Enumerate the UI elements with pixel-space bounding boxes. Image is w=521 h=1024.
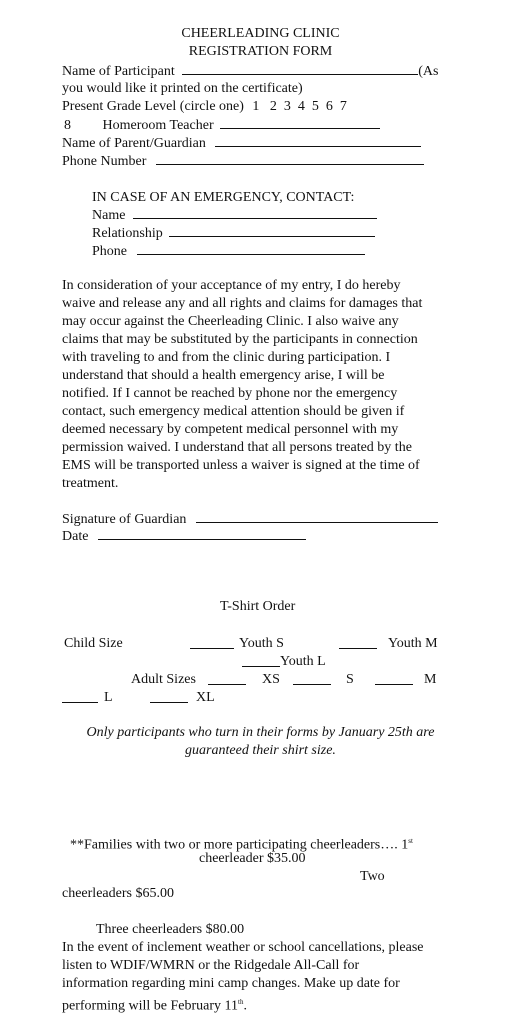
waiver-line: treatment. bbox=[62, 476, 119, 491]
l-label: L bbox=[104, 690, 113, 705]
participant-name-field[interactable] bbox=[182, 62, 418, 75]
tshirt-heading: T-Shirt Order bbox=[220, 599, 296, 614]
waiver-line: In consideration of your acceptance of my entry, I do hereby bbox=[62, 278, 401, 293]
emergency-phone-field[interactable] bbox=[137, 242, 365, 255]
weather-line: In the event of inclement weather or school cancellations, please bbox=[62, 940, 424, 955]
weather-line-text: performing will be February 11 bbox=[62, 998, 238, 1014]
emergency-name-label: Name bbox=[92, 208, 126, 223]
emergency-name-field[interactable] bbox=[133, 206, 377, 219]
m-label: M bbox=[424, 672, 437, 687]
youth-l-label: Youth L bbox=[280, 654, 326, 669]
date-field[interactable] bbox=[98, 527, 306, 540]
phone-field[interactable] bbox=[156, 152, 424, 165]
grade-options[interactable]: 1 2 3 4 5 6 7 bbox=[252, 99, 347, 114]
emergency-phone-row bbox=[92, 242, 365, 261]
emergency-relationship-field[interactable] bbox=[169, 224, 375, 237]
emergency-relationship-row bbox=[92, 224, 375, 243]
adult-sizes-label: Adult Sizes bbox=[131, 672, 196, 687]
emergency-phone-label: Phone bbox=[92, 244, 127, 259]
grade-row bbox=[62, 98, 347, 116]
xl-field[interactable] bbox=[150, 690, 188, 703]
weather-line: listen to WDIF/WMRN or the Ridgedale All-Call for bbox=[62, 958, 360, 973]
weather-line-last bbox=[62, 993, 424, 1016]
youth-s-label: Youth S bbox=[239, 636, 284, 651]
parent-label: Name of Parent/Guardian bbox=[62, 136, 206, 151]
emergency-name-row bbox=[92, 206, 377, 225]
xl-label: XL bbox=[196, 690, 215, 705]
youth-m-label: Youth M bbox=[388, 636, 438, 651]
homeroom-label: Homeroom Teacher bbox=[102, 118, 214, 133]
homeroom-field[interactable] bbox=[220, 116, 380, 129]
participant-name-row bbox=[62, 62, 438, 81]
form-title: CHEERLEADING CLINIC bbox=[181, 26, 340, 41]
waiver-line: contact, such emergency medical attention should be given if bbox=[62, 404, 405, 419]
two-label: Two bbox=[360, 869, 385, 884]
date-row bbox=[62, 527, 306, 546]
participant-name-note-cont: you would like it printed on the certificate) bbox=[62, 81, 303, 96]
form-subtitle: REGISTRATION FORM bbox=[188, 44, 333, 59]
emergency-heading: IN CASE OF AN EMERGENCY, CONTACT: bbox=[92, 190, 355, 205]
shirt-deadline-note-2: guaranteed their shirt size. bbox=[185, 743, 336, 758]
xs-label: XS bbox=[262, 672, 280, 687]
guardian-signature-label: Signature of Guardian bbox=[62, 512, 187, 527]
m-field[interactable] bbox=[375, 672, 413, 685]
phone-row bbox=[62, 152, 424, 171]
two-cheerleaders-price: cheerleaders $65.00 bbox=[62, 886, 174, 901]
parent-field[interactable] bbox=[215, 134, 421, 147]
waiver-line: claims that may be substituted by the participants in connection bbox=[62, 332, 418, 347]
guardian-signature-field[interactable] bbox=[196, 510, 438, 523]
weather-line: information regarding mini camp changes. Make up date for bbox=[62, 976, 400, 991]
participant-name-label: Name of Participant bbox=[62, 64, 175, 79]
xs-field[interactable] bbox=[208, 672, 246, 685]
waiver-line: EMS will be transported unless a waiver is signed at the time of bbox=[62, 458, 420, 473]
s-field[interactable] bbox=[293, 672, 331, 685]
child-size-label: Child Size bbox=[64, 636, 123, 651]
waiver-line: with traveling to and from the clinic during participation. I bbox=[62, 350, 391, 365]
weather-notice bbox=[62, 939, 424, 1016]
waiver-paragraph bbox=[62, 277, 422, 493]
date-label: Date bbox=[62, 529, 89, 544]
waiver-line: understand that should a health emergency arise, I will be bbox=[62, 368, 385, 383]
parent-row bbox=[62, 134, 421, 153]
youth-l-field[interactable] bbox=[242, 654, 280, 667]
families-pricing-text: **Families with two or more participating cheerleaders…. 1 bbox=[70, 837, 409, 853]
weather-line-sup: th bbox=[238, 998, 244, 1006]
participant-name-note: (As bbox=[418, 64, 439, 79]
waiver-line: may occur against the Cheerleading Clinic. I also waive any bbox=[62, 314, 399, 329]
waiver-line: notified. If I cannot be reached by phone nor the emergency bbox=[62, 386, 398, 401]
grade-row-2 bbox=[64, 116, 380, 135]
waiver-line: waive and release any and all rights and claims for damages that bbox=[62, 296, 423, 311]
s-label: S bbox=[346, 672, 354, 687]
l-field[interactable] bbox=[62, 690, 98, 703]
grade-label: Present Grade Level (circle one) bbox=[62, 99, 244, 114]
youth-m-field[interactable] bbox=[339, 636, 377, 649]
one-cheerleader-price: cheerleader $35.00 bbox=[199, 851, 306, 866]
grade-option-8[interactable]: 8 bbox=[64, 118, 71, 133]
phone-label: Phone Number bbox=[62, 154, 147, 169]
weather-line-end: . bbox=[243, 998, 247, 1014]
waiver-line: permission waived. I understand that all persons treated by the bbox=[62, 440, 412, 455]
shirt-deadline-note: Only participants who turn in their forms by January 25th are bbox=[86, 725, 435, 740]
families-pricing-sup: st bbox=[408, 837, 413, 845]
youth-s-field[interactable] bbox=[190, 636, 234, 649]
emergency-relationship-label: Relationship bbox=[92, 226, 163, 241]
three-cheerleaders-price: Three cheerleaders $80.00 bbox=[96, 922, 245, 937]
waiver-line: deemed necessary by competent medical personnel with my bbox=[62, 422, 399, 437]
